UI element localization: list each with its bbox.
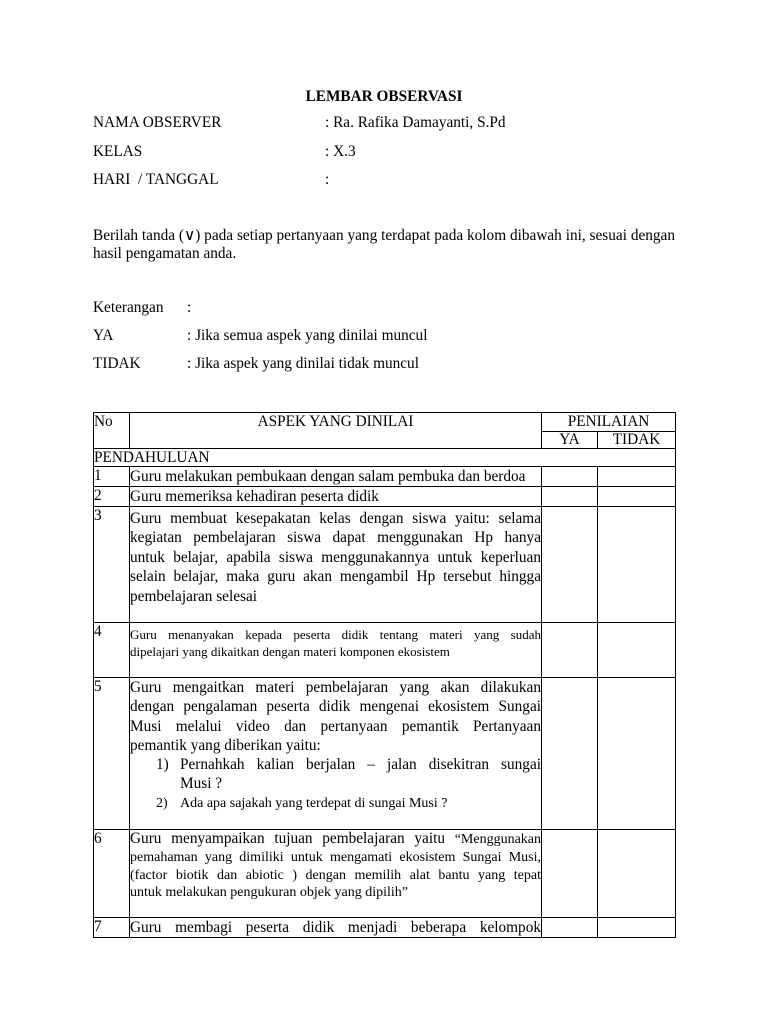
- aspect-line: Guru mengaitkan materi pembelajaran yang akan dilakukan: [130, 679, 541, 696]
- field-value: :: [325, 171, 330, 188]
- table-row: [94, 830, 676, 918]
- observation-table: [93, 412, 676, 938]
- section-row: [94, 449, 676, 467]
- row-number: 7: [94, 918, 130, 938]
- header-ya: YA: [542, 432, 598, 449]
- instruction-paragraph: [93, 227, 675, 263]
- tidak-cell: [598, 678, 676, 830]
- aspect-cell: [130, 487, 542, 507]
- aspect-quote-start: “Menggunakan: [454, 832, 541, 847]
- table-row: [94, 623, 676, 678]
- table-row: [94, 918, 676, 938]
- ya-cell: [542, 487, 598, 507]
- question-text: [180, 755, 541, 794]
- document-title: LEMBAR OBSERVASI: [305, 88, 463, 105]
- aspect-line: (factor biotik dan abiotic ) dengan memilih alat bantu yang tepat: [130, 867, 541, 883]
- ya-cell: [542, 467, 598, 487]
- field-kelas: [93, 143, 675, 161]
- ya-cell: [542, 507, 598, 623]
- aspect-line: [130, 830, 541, 849]
- row-number: 2: [94, 487, 130, 507]
- aspect-line: pemantik yang diberikan yaitu:: [130, 736, 321, 754]
- aspect-line: dengan pengalaman peserta didik mengenai ekosistem Sungai: [130, 698, 541, 716]
- field-label: KELAS: [93, 143, 143, 160]
- field-label: HARI / TANGGAL: [93, 171, 219, 188]
- aspect-line: pemahaman yang dimiliki untuk mengamati ekosistem Sungai Musi,: [130, 850, 541, 865]
- aspect-cell: [130, 623, 542, 678]
- legend-item-label: TIDAK: [93, 355, 141, 372]
- header-no: No: [94, 413, 130, 449]
- instruction-line: hasil pengamatan anda.: [93, 245, 237, 262]
- instruction-line: Berilah tanda (∨) pada setiap pertanyaan yang terdapat pada kolom dibawah ini, sesuai dengan: [93, 227, 675, 244]
- header-aspect: ASPEK YANG DINILAI: [130, 413, 542, 449]
- row-number: 5: [94, 678, 130, 830]
- legend-item-label: YA: [93, 327, 114, 344]
- aspect-line: Musi melalui video dan pertanyaan pemantik Pertanyaan: [130, 717, 541, 735]
- aspect-line: selain belajar, maka guru akan mengambil Hp tersebut hingga: [130, 568, 541, 585]
- ya-cell: [542, 830, 598, 918]
- question-line: Musi ?: [180, 775, 223, 793]
- field-value: : X.3: [325, 143, 356, 160]
- ya-cell: [542, 623, 598, 678]
- aspect-line: Guru membuat kesepakatan kelas dengan siswa yaitu: selama: [130, 509, 541, 527]
- aspect-line: untuk belajar, apabila siswa menggunakannya untuk keperluan: [130, 548, 541, 566]
- tidak-cell: [598, 623, 676, 678]
- tidak-cell: [598, 467, 676, 487]
- question-line: Ada apa sajakah yang terdepat di sungai Musi ?: [180, 795, 448, 811]
- field-nama-observer: [93, 114, 675, 132]
- aspect-cell: [130, 507, 542, 623]
- question-text: [180, 794, 541, 813]
- legend-item-description: : Jika aspek yang dinilai tidak muncul: [187, 355, 419, 372]
- aspect-line: Guru melakukan pembukaan dengan salam pembuka dan berdoa: [130, 468, 526, 485]
- aspect-line: Guru menanyakan kepada peserta didik tentang materi yang sudah: [130, 626, 541, 642]
- aspect-line: Guru memeriksa kehadiran peserta didik: [130, 488, 379, 505]
- header-tidak: TIDAK: [598, 432, 676, 449]
- legend-heading: [93, 299, 675, 317]
- question-item: [130, 755, 541, 794]
- aspect-line: dipelajari yang dikaitkan dengan materi komponen ekosistem: [130, 643, 450, 659]
- field-value: : Ra. Rafika Damayanti, S.Pd: [325, 114, 506, 131]
- table-row: [94, 678, 676, 830]
- tidak-cell: [598, 487, 676, 507]
- table-row: [94, 507, 676, 623]
- field-hari-tanggal: [93, 171, 675, 189]
- row-number: 6: [94, 830, 130, 918]
- aspect-line: Guru membagi peserta didik menjadi beberapa kelompok: [130, 919, 541, 936]
- ya-cell: [542, 678, 598, 830]
- aspect-cell: [130, 830, 542, 918]
- table-row: [94, 487, 676, 507]
- legend-item-ya: [93, 327, 675, 345]
- legend-item-description: : Jika semua aspek yang dinilai muncul: [187, 327, 428, 344]
- field-label: NAMA OBSERVER: [93, 114, 222, 131]
- legend-item-tidak: [93, 355, 675, 373]
- question-number: 2): [156, 795, 168, 811]
- table-row: [94, 467, 676, 487]
- row-number: 3: [94, 507, 130, 623]
- aspect-line: pembelajaran selesai: [130, 587, 257, 605]
- aspect-cell: [130, 678, 542, 830]
- aspect-lead-text: Guru menyampaikan tujuan pembelajaran yaitu: [130, 830, 445, 847]
- header-rating: PENILAIAN: [542, 413, 676, 432]
- row-number: 1: [94, 467, 130, 487]
- tidak-cell: [598, 830, 676, 918]
- question-item: [130, 794, 541, 813]
- ya-cell: [542, 918, 598, 938]
- row-number: 4: [94, 623, 130, 678]
- aspect-line: untuk melakukan pengukuran objek yang dipilih”: [130, 885, 408, 900]
- table-header-row: [94, 413, 676, 432]
- legend-label: Keterangan: [93, 299, 164, 316]
- section-title: PENDAHULUAN: [94, 449, 676, 467]
- tidak-cell: [598, 507, 676, 623]
- question-line: Pernahkah kalian berjalan – jalan disekitran sungai: [180, 756, 541, 774]
- aspect-cell: [130, 467, 542, 487]
- aspect-cell: [130, 918, 542, 938]
- legend-colon: :: [187, 299, 192, 316]
- question-number: 1): [156, 756, 169, 774]
- tidak-cell: [598, 918, 676, 938]
- aspect-line: kegiatan pembelajaran siswa dapat menggunakan Hp hanya: [130, 529, 541, 546]
